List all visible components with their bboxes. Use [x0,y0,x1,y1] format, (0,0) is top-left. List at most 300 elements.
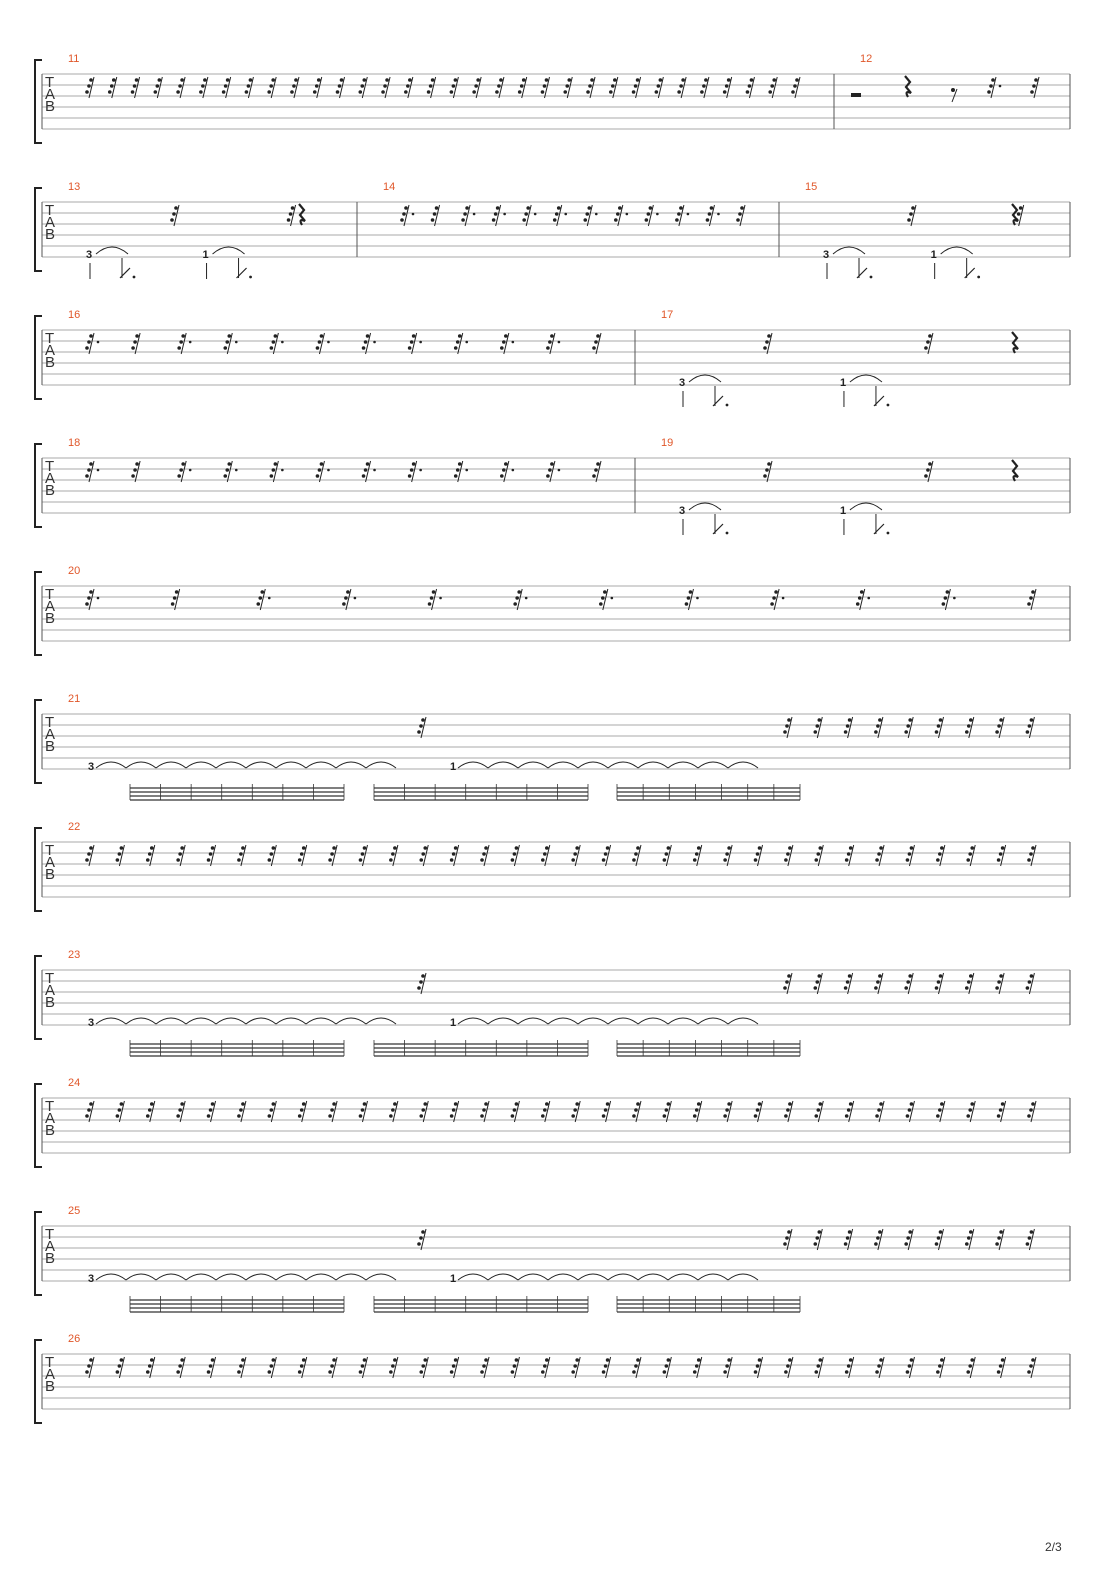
rest-flag-dot [423,846,427,850]
rest-flag-dot [300,1108,304,1112]
sixteenth-rest-icon [176,845,185,866]
rest-flag-dot [997,980,1001,984]
rest-flag-dot [725,1364,729,1368]
sixteenth-rest-icon [359,845,368,866]
rest-flag-dot [211,1358,215,1362]
rest-flag-dot [419,1236,423,1240]
rest-flag-dot [463,212,467,216]
rest-flag-dot [816,724,820,728]
rest-flag-dot [419,724,423,728]
sixteenth-rest-icon [906,1357,915,1378]
rest-flag-dot [609,90,613,94]
augmentation-dot [870,276,873,279]
rest-flag-dot [419,1370,423,1374]
rest-flag-dot [908,718,912,722]
sixteenth-rest-icon [763,333,772,354]
sixteenth-rest-icon [316,461,330,482]
measure [85,333,601,354]
rest-flag-dot [924,474,928,478]
rest-flag-dot [785,1236,789,1240]
augmentation-dot [281,469,284,472]
augmentation-dot [439,597,442,600]
rest-flag-dot [290,90,294,94]
augmentation-dot [534,213,537,216]
rest-flag-dot [846,724,850,728]
measure-number: 24 [68,1077,81,1089]
rest-flag-dot [936,858,940,862]
rest-flag-dot [87,1364,91,1368]
sixteenth-rest-icon [875,1357,884,1378]
sixteenth-rest-icon [791,77,800,98]
rest-flag-dot [667,846,671,850]
rest-flag-dot [997,1236,1001,1240]
sixteenth-rest-icon [663,1101,672,1122]
sixteenth-rest-icon [389,1357,398,1378]
sixteenth-rest-icon [85,1357,94,1378]
tie-arc [306,762,336,768]
rest-flag-dot [511,1114,515,1118]
rest-flag-dot [814,1114,818,1118]
rest-flag-dot [89,590,93,594]
rest-flag-dot [904,986,908,990]
rest-flag-dot [586,90,590,94]
sixteenth-rest-icon [770,589,784,610]
rest-flag-dot [618,206,622,210]
rest-flag-dot [545,1102,549,1106]
tie-arc [126,1274,156,1280]
sixteenth-rest-icon [783,717,792,738]
rest-flag-dot [1027,858,1031,862]
rest-flag-dot [583,218,587,222]
rest-flag-dot [816,1364,820,1368]
augmentation-dot [465,341,468,344]
rest-flag-dot [969,718,973,722]
rest-flag-dot [417,1242,421,1246]
rest-flag-dot [1029,852,1033,856]
sixteenth-rest-icon [419,845,428,866]
rest-flag-dot [421,1108,425,1112]
rest-flag-dot [876,724,880,728]
rest-flag-dot [736,218,740,222]
rest-flag-dot [814,858,818,862]
rest-flag-dot [432,590,436,594]
rest-flag-dot [818,846,822,850]
tab-clef-letter: B [45,1250,56,1267]
rest-flag-dot [85,1114,89,1118]
rest-flag-dot [750,78,754,82]
rest-flag-dot [513,1108,517,1112]
fret-number: 1 [450,1017,457,1029]
rest-flag-dot [997,1370,1001,1374]
rest-flag-dot [108,90,112,94]
rest-flag-dot [935,1242,939,1246]
rest-flag-dot [685,602,689,606]
rest-flag-dot [452,1108,456,1112]
rest-flag-dot [968,1108,972,1112]
rest-flag-dot [515,1102,519,1106]
rest-flag-dot [614,218,618,222]
rest-flag-dot [604,852,608,856]
tie-arc [366,1018,396,1024]
sixteenth-rest-icon [316,333,330,354]
rest-flag-dot [176,858,180,862]
rest-flag-dot [939,974,943,978]
sixteenth-rest-icon [450,1101,459,1122]
rest-flag-dot [1029,596,1033,600]
tie-arc [548,762,578,768]
augmentation-dot [354,597,357,600]
rest-flag-dot [967,1236,971,1240]
rest-flag-dot [318,340,322,344]
sixteenth-rest-icon [417,1229,426,1250]
rest-flag-dot [181,334,185,338]
sixteenth-rest-icon [906,845,915,866]
rest-flag-dot [541,90,545,94]
rest-flag-dot [154,90,158,94]
sixteenth-rest-icon [362,333,376,354]
quarter-rest-icon [1012,460,1018,481]
rest-flag-dot [754,1114,758,1118]
rest-flag-dot [480,858,484,862]
sixteenth-rest-icon [131,461,140,482]
rest-flag-dot [763,346,767,350]
tab-clef-letter: A [45,726,56,743]
rest-flag-dot [765,468,769,472]
rest-flag-dot [604,1108,608,1112]
sixteenth-rest-icon [419,1357,428,1378]
rest-flag-dot [940,1358,944,1362]
rest-flag-dot [875,858,879,862]
sixteenth-rest-icon [245,77,254,98]
rest-flag-dot [611,84,615,88]
rest-flag-dot [175,590,179,594]
rest-flag-dot [118,852,122,856]
rest-flag-dot [298,1114,302,1118]
measure [85,845,1036,866]
tab-clef-letter: A [45,1110,56,1127]
rest-flag-dot [270,474,274,478]
sixteenth-rest-icon [814,1229,823,1250]
rest-flag-dot [785,724,789,728]
tie-arc [96,247,128,254]
fret-number: 3 [88,1273,95,1285]
rest-flag-dot [450,1114,454,1118]
augmentation-dot [611,597,614,600]
rest-flag-dot [695,1108,699,1112]
rest-flag-dot [1029,1108,1033,1112]
tie-arc [578,1274,608,1280]
sixteenth-rest-icon [966,845,975,866]
rest-flag-dot [969,1230,973,1234]
rest-flag-dot [359,1370,363,1374]
fret-number: 3 [679,377,686,389]
rest-flag-dot [502,468,506,472]
rest-flag-dot [393,1102,397,1106]
rest-flag-dot [227,334,231,338]
tab-clef-letter: A [45,342,56,359]
rest-flag-dot [454,474,458,478]
rest-flag-dot [1027,1370,1031,1374]
rest-flag-dot [785,980,789,984]
rest-flag-dot [879,846,883,850]
sixteenth-rest-icon [814,845,823,866]
rest-flag-dot [1030,90,1034,94]
tie-arc [126,762,156,768]
rest-flag-dot [787,718,791,722]
sixteenth-rest-icon [995,717,1004,738]
rest-flag-dot [693,1114,697,1118]
sixteenth-rest-icon [116,845,125,866]
rest-flag-dot [793,84,797,88]
rest-flag-dot [330,852,334,856]
augmentation-dot [656,213,659,216]
sixteenth-rest-icon [146,1357,155,1378]
sixteenth-rest-icon [131,77,140,98]
sixteenth-rest-icon [632,1101,641,1122]
sixteenth-rest-icon [1027,1101,1036,1122]
rest-flag-dot [330,1364,334,1368]
rest-flag-dot [332,1102,336,1106]
rest-flag-dot [765,340,769,344]
rest-flag-dot [816,980,820,984]
rest-flag-dot [237,858,241,862]
rest-flag-dot [723,1114,727,1118]
measure-number: 12 [860,53,873,65]
rest-flag-dot [298,858,302,862]
tab-clef-letter: T [45,1098,55,1115]
measure-number: 18 [68,437,81,449]
tie-arc [638,1274,668,1280]
sixteenth-rest-icon [511,1101,520,1122]
rest-flag-dot [606,846,610,850]
tie-arc [698,1274,728,1280]
rest-flag-dot [575,1358,579,1362]
rest-flag-dot [602,1114,606,1118]
augmentation-dot [717,213,720,216]
rest-flag-dot [546,474,550,478]
rest-flag-dot [320,462,324,466]
rest-flag-dot [588,84,592,88]
tie-arc [126,1018,156,1024]
rest-flag-dot [89,334,93,338]
sixteenth-rest-icon [844,717,853,738]
rest-flag-dot [545,1358,549,1362]
rest-flag-dot [87,84,91,88]
rest-flag-dot [926,340,930,344]
rest-flag-dot [795,78,799,82]
rest-flag-dot [320,334,324,338]
rest-flag-dot [596,334,600,338]
rest-flag-dot [118,1364,122,1368]
sixteenth-rest-icon [907,205,916,226]
rest-flag-dot [908,1230,912,1234]
rest-flag-dot [768,90,772,94]
sixteenth-rest-icon [746,77,755,98]
tab-clef-letter: B [45,610,56,627]
rest-flag-dot [874,1242,878,1246]
sixteenth-rest-icon [602,845,611,866]
rest-flag-dot [748,84,752,88]
rest-flag-dot [433,212,437,216]
rest-flag-dot [543,852,547,856]
sixteenth-rest-icon [328,845,337,866]
sixteenth-rest-icon [966,1101,975,1122]
rest-flag-dot [939,718,943,722]
sixteenth-rest-icon [541,1357,550,1378]
rest-flag-dot [116,1114,120,1118]
rest-flag-dot [148,1108,152,1112]
rest-flag-dot [645,218,649,222]
rest-flag-dot [146,1114,150,1118]
sixteenth-rest-icon [1027,589,1036,610]
rest-flag-dot [939,1230,943,1234]
rest-flag-dot [545,78,549,82]
rest-flag-dot [936,1370,940,1374]
tie-arc [728,1274,758,1280]
tab-clef-letter: A [45,1238,56,1255]
sixteenth-rest-icon [935,1229,944,1250]
tab-clef-letter: T [45,330,55,347]
rest-flag-dot [419,980,423,984]
rest-flag-dot [267,90,271,94]
rest-flag-dot [249,78,253,82]
rest-flag-dot [783,1242,787,1246]
rest-flag-dot [423,1358,427,1362]
rest-flag-dot [209,852,213,856]
rest-flag-dot [454,1102,458,1106]
sixteenth-rest-icon [268,1101,277,1122]
staff-system [35,316,1070,407]
sixteenth-rest-icon [298,845,307,866]
rest-flag-dot [340,78,344,82]
rest-flag-dot [256,602,260,606]
augmentation-dot [473,213,476,216]
rest-flag-dot [788,1358,792,1362]
tie-arc [578,1018,608,1024]
sixteenth-rest-icon [995,1229,1004,1250]
rest-flag-dot [239,852,243,856]
rest-flag-dot [203,78,207,82]
sixteenth-rest-icon [287,205,296,226]
sixteenth-rest-icon [116,1101,125,1122]
rest-flag-dot [176,90,180,94]
rest-flag-dot [452,84,456,88]
rest-flag-dot [848,974,852,978]
sixteenth-rest-icon [693,1101,702,1122]
rest-flag-dot [548,340,552,344]
rest-flag-dot [784,1114,788,1118]
rest-flag-dot [408,78,412,82]
rest-flag-dot [738,212,742,216]
rest-flag-dot [997,724,1001,728]
rest-flag-dot [878,718,882,722]
sixteenth-rest-icon [237,1357,246,1378]
system-bracket [35,956,42,1039]
rest-flag-dot [1028,724,1032,728]
rest-flag-dot [461,218,465,222]
rest-flag-dot [818,974,822,978]
rest-flag-dot [816,1108,820,1112]
rest-flag-dot [710,206,714,210]
rest-flag-dot [421,1230,425,1234]
rest-flag-dot [87,1108,91,1112]
rest-flag-dot [965,1242,969,1246]
sixteenth-rest-icon [645,205,659,226]
tab-clef-letter: B [45,354,56,371]
rest-flag-dot [177,474,181,478]
rest-flag-dot [363,1358,367,1362]
rest-flag-dot [874,730,878,734]
rest-flag-dot [704,78,708,82]
rest-flag-dot [848,718,852,722]
rest-flag-dot [910,1102,914,1106]
tab-clef-letter: A [45,86,56,103]
sixteenth-rest-icon [987,77,1001,98]
rest-flag-dot [522,218,526,222]
rest-flag-dot [1001,846,1005,850]
rest-flag-dot [1001,1358,1005,1362]
rest-flag-dot [788,846,792,850]
tie-arc [668,1274,698,1280]
rest-flag-dot [877,1364,881,1368]
tie-arc [638,1018,668,1024]
rest-flag-dot [845,1114,849,1118]
sixteenth-rest-icon [146,1101,155,1122]
rest-flag-dot [454,846,458,850]
rest-flag-dot [665,852,669,856]
tab-clef-letter: T [45,842,55,859]
rest-flag-dot [260,590,264,594]
tie-arc [548,1274,578,1280]
tab-clef-letter: T [45,1226,55,1243]
rest-flag-dot [604,1364,608,1368]
tie-arc [366,762,396,768]
rest-flag-dot [526,206,530,210]
rest-flag-dot [991,78,995,82]
rest-flag-dot [904,1242,908,1246]
rest-flag-dot [410,340,414,344]
rest-flag-dot [708,212,712,216]
rest-flag-dot [592,474,596,478]
rest-flag-dot [492,218,496,222]
rest-flag-dot [967,724,971,728]
rest-flag-dot [133,84,137,88]
rest-flag-dot [239,1364,243,1368]
rest-flag-dot [770,602,774,606]
rest-flag-dot [756,1364,760,1368]
rest-flag-dot [429,84,433,88]
rest-flag-dot [940,1102,944,1106]
system-bracket [35,572,42,655]
sixteenth-rest-icon [290,77,299,98]
rest-flag-dot [772,78,776,82]
rest-flag-dot [667,1358,671,1362]
half-note-icon [874,386,889,406]
rest-flag-dot [89,1102,93,1106]
sixteenth-rest-icon [480,845,489,866]
rest-flag-dot [515,846,519,850]
sixteenth-rest-icon [176,77,185,98]
measure-number: 14 [383,181,396,193]
rest-flag-dot [966,1370,970,1374]
rest-flag-dot [946,590,950,594]
sixteenth-rest-icon [845,845,854,866]
rest-flag-dot [818,1230,822,1234]
rest-flag-dot [268,1370,272,1374]
sixteenth-rest-icon [845,1357,854,1378]
rest-flag-dot [860,590,864,594]
rest-flag-dot [679,206,683,210]
